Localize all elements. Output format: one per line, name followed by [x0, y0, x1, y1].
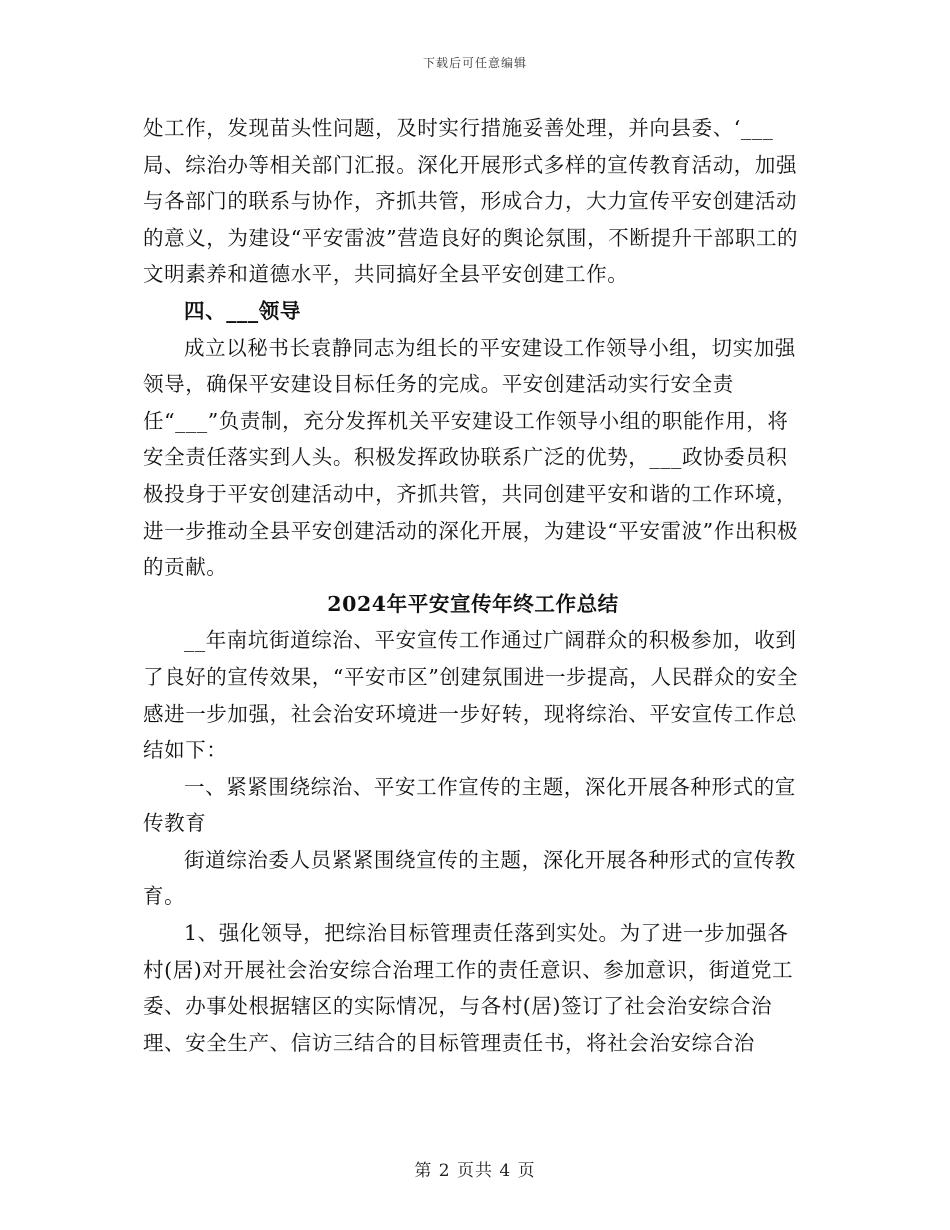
paragraph-continuation: 处工作，发现苗头性问题，及时实行措施妥善处理，并向县委、‘___局、综治办等相关部门汇报。深化开展形式多样的宣传教育活动，加强与各部门的联系与协作，齐抓共管，形成合力，大力宣传平安创建活动的意义，为建设“平安雷波”营造良好的舆论氛围，不断提升干部职工的文明素养和道德水平，共同搞好全县平安创建工作。	[143, 116, 799, 287]
header-note: 下载后可任意编辑	[422, 56, 527, 70]
paragraph-section-one: 街道综治委人员紧紧围绕宣传的主题，深化开展各种形式的宣传教育。	[143, 847, 796, 909]
document-body	[143, 110, 803, 1061]
page-number: 第 2 页共 4 页	[414, 1161, 536, 1181]
paragraph-item-one: 1、强化领导，把综治目标管理责任落到实处。为了进一步加强各村(居)对开展社会治安综合治理工作的责任意识、参加意识，街道党工委、办事处根据辖区的实际情况，与各村(居)签订了社会治安综合治理、安全生产、信访三结合的目标管理责任书，将社会治安综合治	[143, 921, 794, 1055]
document-title: 2024年平安宣传年终工作总结	[327, 591, 619, 616]
paragraph-leadership: 成立以秘书长袁静同志为组长的平安建设工作领导小组，切实加强领导，确保平安建设目标任务的完成。平安创建活动实行安全责任“___”负责制，充分发挥机关平安建设工作领导小组的职能作用，将安全责任落实到人头。积极发挥政协联系广泛的优势，___政协委员积极投身于平安创建活动中，齐抓共管，共同创建平安和谐的工作环境，进一步推动全县平安创建活动的深化开展，为建设“平安雷波”作出积极的贡献。	[143, 335, 799, 580]
section-heading-one: 一、紧紧围绕综治、平安工作宣传的主题，深化开展各种形式的宣传教育	[143, 774, 796, 836]
paragraph-intro: __年南坑街道综治、平安宣传工作通过广阔群众的积极参加，收到了良好的宣传效果，“平安市区”创建氛围进一步提高，人民群众的安全感进一步加强，社会治安环境进一步好转，现将综治、平安宣传工作总结如下：	[143, 628, 799, 763]
section-heading-leadership: 四、___领导	[184, 298, 301, 323]
